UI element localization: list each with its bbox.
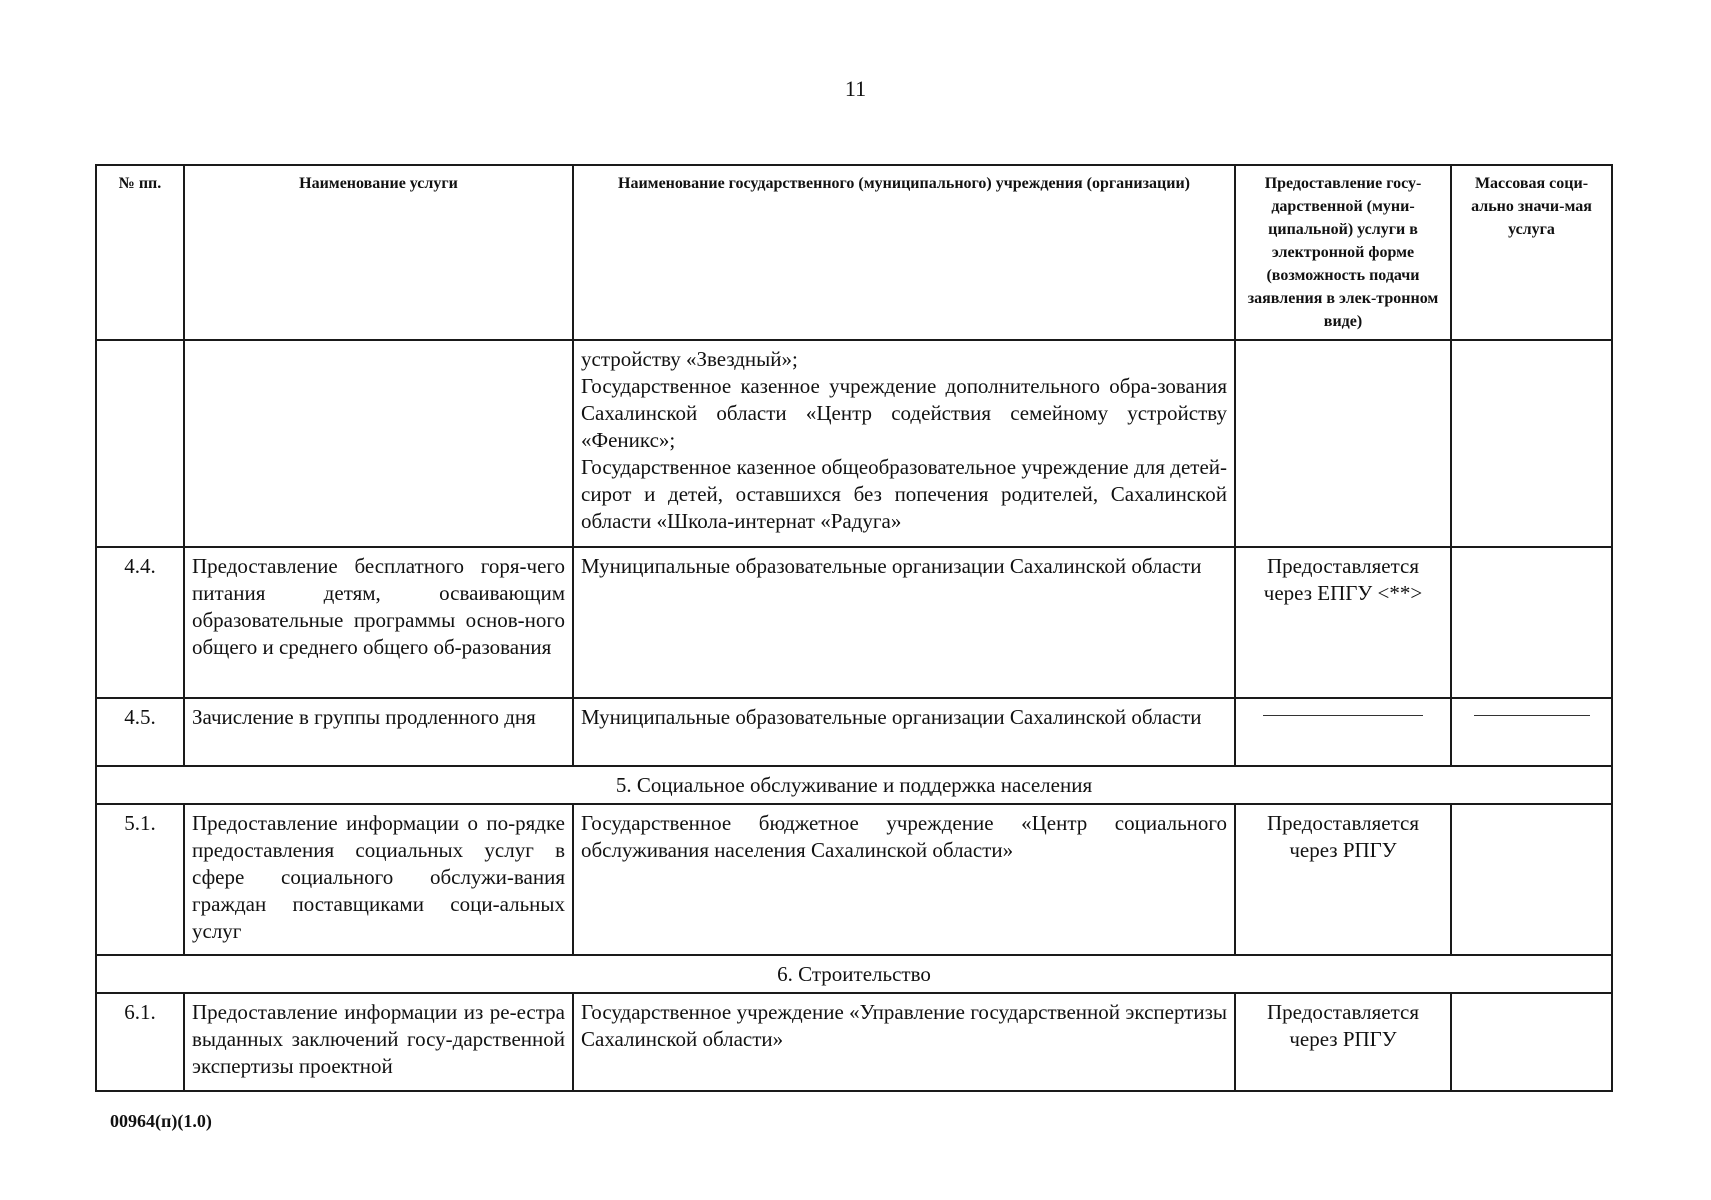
table-row: [96, 993, 1612, 1091]
header-num: № пп.: [96, 165, 184, 340]
cell-org: Государственное бюджетное учреждение «Центр социального обслуживания населения Сахалинской области»: [573, 804, 1235, 955]
cell-num: 5.1.: [96, 804, 184, 955]
cell-mass: [1451, 804, 1612, 955]
cell-num: 4.5.: [96, 698, 184, 766]
cell-electronic: Предоставляется через ЕПГУ <**>: [1235, 547, 1451, 698]
cell-service: Зачисление в группы продленного дня: [184, 698, 573, 766]
org-line: Государственное казенное общеобразовательное учреждение для детей-сирот и детей, оставшихся без попечения родителей, Сахалинской области «Школа-интернат «Радуга»: [581, 455, 1227, 533]
services-table: [95, 164, 1613, 1092]
section-title: 5. Социальное обслуживание и поддержка населения: [96, 766, 1612, 804]
cell-org: Государственное учреждение «Управление государственной экспертизы Сахалинской области»: [573, 993, 1235, 1091]
cell-service: Предоставление информации о по-рядке предоставления социальных услуг в сфере социального обслужи-вания граждан поставщиками соци-альных услуг: [184, 804, 573, 955]
cell-electronic: Предоставляется через РПГУ: [1235, 804, 1451, 955]
empty-dash: [1474, 715, 1590, 716]
cell-electronic: Предоставляется через РПГУ: [1235, 993, 1451, 1091]
table-row: [96, 804, 1612, 955]
cell-service: Предоставление информации из ре-естра выданных заключений госу-дарственной экспертизы проектной: [184, 993, 573, 1091]
cell-org: Муниципальные образовательные организации Сахалинской области: [573, 547, 1235, 698]
header-mass: Массовая соци-ально значи-мая услуга: [1451, 165, 1612, 340]
org-line: Государственное казенное учреждение дополнительного обра-зования Сахалинской области «Центр содействия семейному устройству «Феникс»;: [581, 374, 1227, 452]
header-service: Наименование услуги: [184, 165, 573, 340]
cell-mass: [1451, 340, 1612, 547]
cell-service: Предоставление бесплатного горя-чего питания детям, осваивающим образовательные программы основ-ного общего и среднего общего об-разования: [184, 547, 573, 698]
table-row-continuation: [96, 340, 1612, 547]
cell-mass: [1451, 698, 1612, 766]
cell-service: [184, 340, 573, 547]
table-row: [96, 547, 1612, 698]
cell-electronic: [1235, 340, 1451, 547]
cell-org: Муниципальные образовательные организации Сахалинской области: [573, 698, 1235, 766]
org-line: устройству «Звездный»;: [581, 347, 798, 371]
cell-num: [96, 340, 184, 547]
header-org: Наименование государственного (муниципального) учреждения (организации): [573, 165, 1235, 340]
empty-dash: [1263, 715, 1423, 716]
cell-mass: [1451, 993, 1612, 1091]
cell-mass: [1451, 547, 1612, 698]
document-code: 00964(п)(1.0): [110, 1111, 212, 1131]
page-number: 11: [844, 76, 867, 101]
section-row: [96, 955, 1612, 993]
header-electronic: Предоставление госу-дарственной (муни-ципальной) услуги в электронной форме (возможность подачи заявления в элек-тронном виде): [1235, 165, 1451, 340]
cell-num: 6.1.: [96, 993, 184, 1091]
section-row: [96, 766, 1612, 804]
section-title: 6. Строительство: [96, 955, 1612, 993]
cell-num: 4.4.: [96, 547, 184, 698]
cell-electronic: [1235, 698, 1451, 766]
cell-org: [573, 340, 1235, 547]
table-header-row: [96, 165, 1612, 340]
table-row: [96, 698, 1612, 766]
